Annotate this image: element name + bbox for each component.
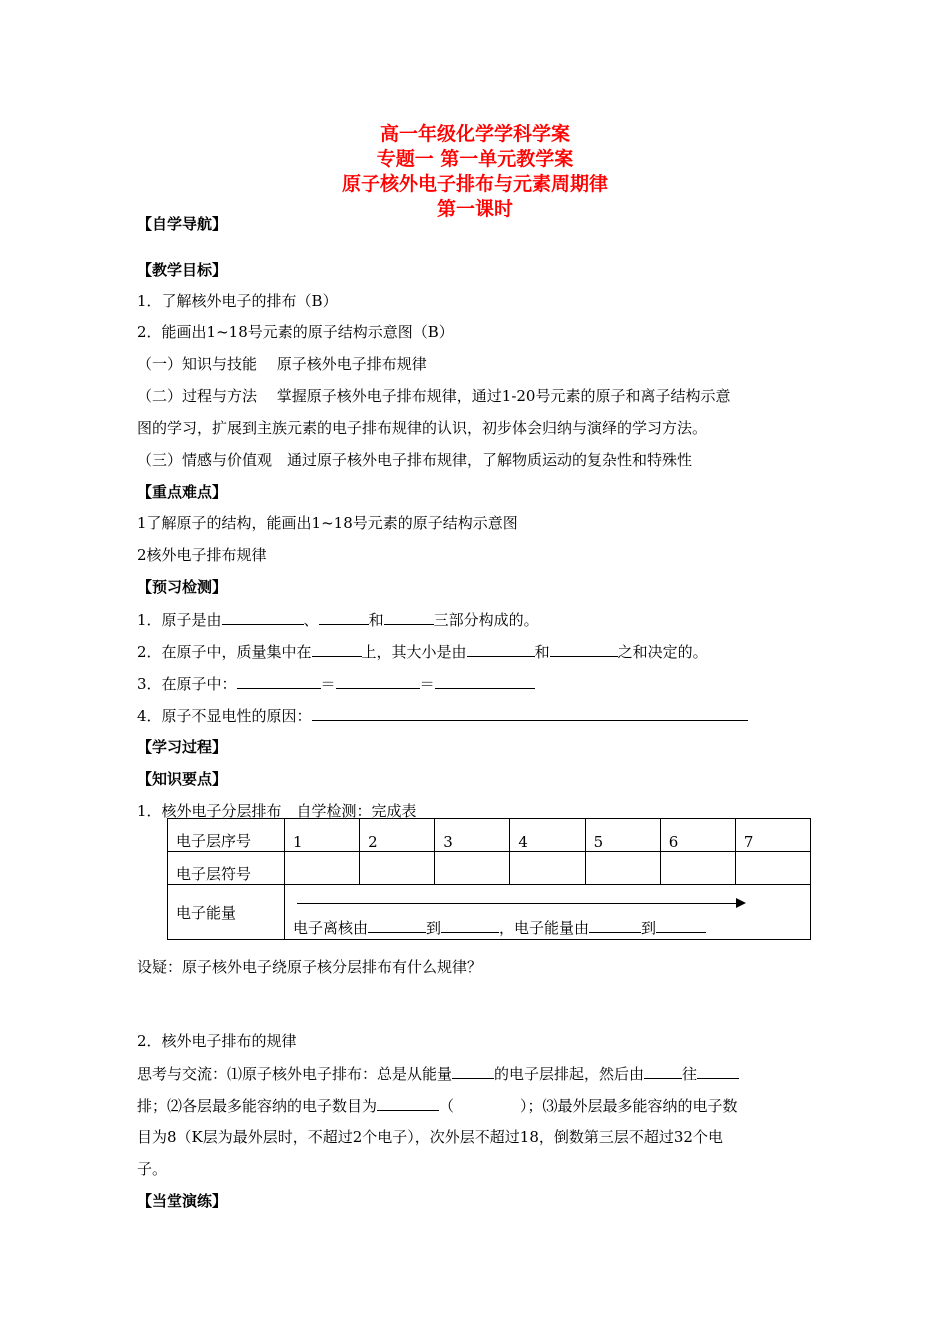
row-label-electron-energy: 电子能量	[168, 885, 285, 940]
energy-cell	[285, 885, 811, 940]
heading-key-points: 【重点难点】	[137, 483, 228, 501]
answer-blank[interactable]	[237, 673, 321, 689]
shell-symbol-cell[interactable]	[360, 852, 435, 885]
answer-blank[interactable]	[336, 673, 420, 689]
shell-symbol-cell[interactable]	[435, 852, 510, 885]
answer-blank[interactable]	[435, 673, 535, 689]
answer-blank[interactable]	[589, 917, 641, 933]
shell-symbol-cell[interactable]	[285, 852, 360, 885]
answer-blank[interactable]	[656, 917, 706, 933]
goal-item-3: （一）知识与技能 原子核外电子排布规律	[137, 355, 427, 373]
goal-item-4b: 图的学习，扩展到主族元素的电子排布规律的认识，初步体会归纳与演绎的学习方法。	[137, 419, 708, 437]
key-point-1: 1了解原子的结构，能画出1~18号元素的原子结构示意图	[137, 514, 518, 532]
knowledge-point-2: 2．核外电子排布的规律	[137, 1032, 297, 1050]
preview-question-4: 4．原子不显电性的原因：	[137, 705, 748, 726]
answer-blank[interactable]	[467, 641, 535, 657]
shell-number-cell: 6	[660, 819, 735, 852]
shell-symbol-cell[interactable]	[585, 852, 660, 885]
answer-blank[interactable]	[312, 641, 362, 657]
question-doubt: 设疑：原子核外电子绕原子核分层排布有什么规律？	[137, 958, 483, 976]
shell-number-cell: 2	[360, 819, 435, 852]
answer-blank[interactable]	[222, 609, 304, 625]
answer-blank[interactable]	[319, 609, 369, 625]
electron-shell-table	[167, 818, 811, 940]
arrow-line	[297, 903, 738, 904]
goal-item-4a: （二）过程与方法 掌握原子核外电子排布规律，通过1-20号元素的原子和离子结构示意	[137, 387, 731, 405]
heading-teaching-goals: 【教学目标】	[137, 261, 228, 279]
shell-symbol-cell[interactable]	[735, 852, 810, 885]
shell-number-cell: 4	[510, 819, 585, 852]
think-line-4: 子。	[137, 1160, 168, 1178]
answer-blank[interactable]	[644, 1063, 682, 1079]
answer-blank[interactable]	[441, 917, 499, 933]
think-line-1: 思考与交流：⑴原子核外电子排布：总是从能量 的电子层排起，然后由 往	[137, 1063, 739, 1084]
preview-question-3: 3．在原子中： ＝ ＝	[137, 673, 535, 694]
shell-number-cell: 7	[735, 819, 810, 852]
preview-question-1: 1．原子是由 、 和 三部分构成的。	[137, 611, 539, 629]
table-row	[168, 819, 811, 852]
energy-statement: 电子离核由 到 ，电子能量由 到	[293, 917, 706, 938]
title-block	[0, 122, 950, 222]
arrow-right-icon	[736, 898, 746, 908]
heading-in-class-practice: 【当堂演练】	[137, 1192, 228, 1210]
title-line-3: 原子核外电子排布与元素周期律	[341, 173, 608, 195]
knowledge-point-1: 1．核外电子分层排布 自学检测：完成表	[137, 802, 417, 820]
answer-blank[interactable]	[312, 705, 748, 721]
preview-question-2: 2．在原子中，质量集中在 上，其大小是由 和 之和决定的。	[137, 643, 708, 661]
key-point-2: 2核外电子排布规律	[137, 546, 267, 564]
shell-number-cell: 3	[435, 819, 510, 852]
table-row	[168, 885, 811, 940]
answer-blank[interactable]	[377, 1095, 439, 1111]
title-line-2: 专题一 第一单元教学案	[376, 148, 574, 170]
heading-learning-process: 【学习过程】	[137, 738, 228, 756]
shell-number-cell: 1	[285, 819, 360, 852]
table-row	[168, 852, 811, 885]
heading-self-study: 【自学导航】	[137, 215, 228, 233]
goal-item-1: 1．了解核外电子的排布（B）	[137, 292, 338, 310]
row-label-shell-symbol: 电子层符号	[168, 852, 285, 885]
title-line-1: 高一年级化学学科学案	[379, 123, 570, 145]
answer-blank[interactable]	[697, 1063, 739, 1079]
shell-symbol-cell[interactable]	[660, 852, 735, 885]
shell-symbol-cell[interactable]	[510, 852, 585, 885]
heading-knowledge-points: 【知识要点】	[137, 770, 228, 788]
goal-item-5: （三）情感与价值观 通过原子核外电子排布规律，了解物质运动的复杂性和特殊性	[137, 451, 693, 469]
heading-preview-test: 【预习检测】	[137, 578, 228, 596]
answer-blank[interactable]	[384, 609, 434, 625]
answer-blank[interactable]	[550, 641, 618, 657]
answer-blank[interactable]	[452, 1063, 494, 1079]
row-label-shell-number: 电子层序号	[168, 819, 285, 852]
title-line-4: 第一课时	[436, 198, 513, 220]
think-line-2: 排；⑵各层最多能容纳的电子数目为 （ ）；⑶最外层最多能容纳的电子数	[137, 1097, 738, 1115]
shell-number-cell: 5	[585, 819, 660, 852]
answer-blank[interactable]	[368, 917, 426, 933]
goal-item-2: 2．能画出1~18号元素的原子结构示意图（B）	[137, 323, 454, 341]
think-line-3: 目为8（K层为最外层时，不超过2个电子），次外层不超过18，倒数第三层不超过32个电	[137, 1128, 723, 1146]
